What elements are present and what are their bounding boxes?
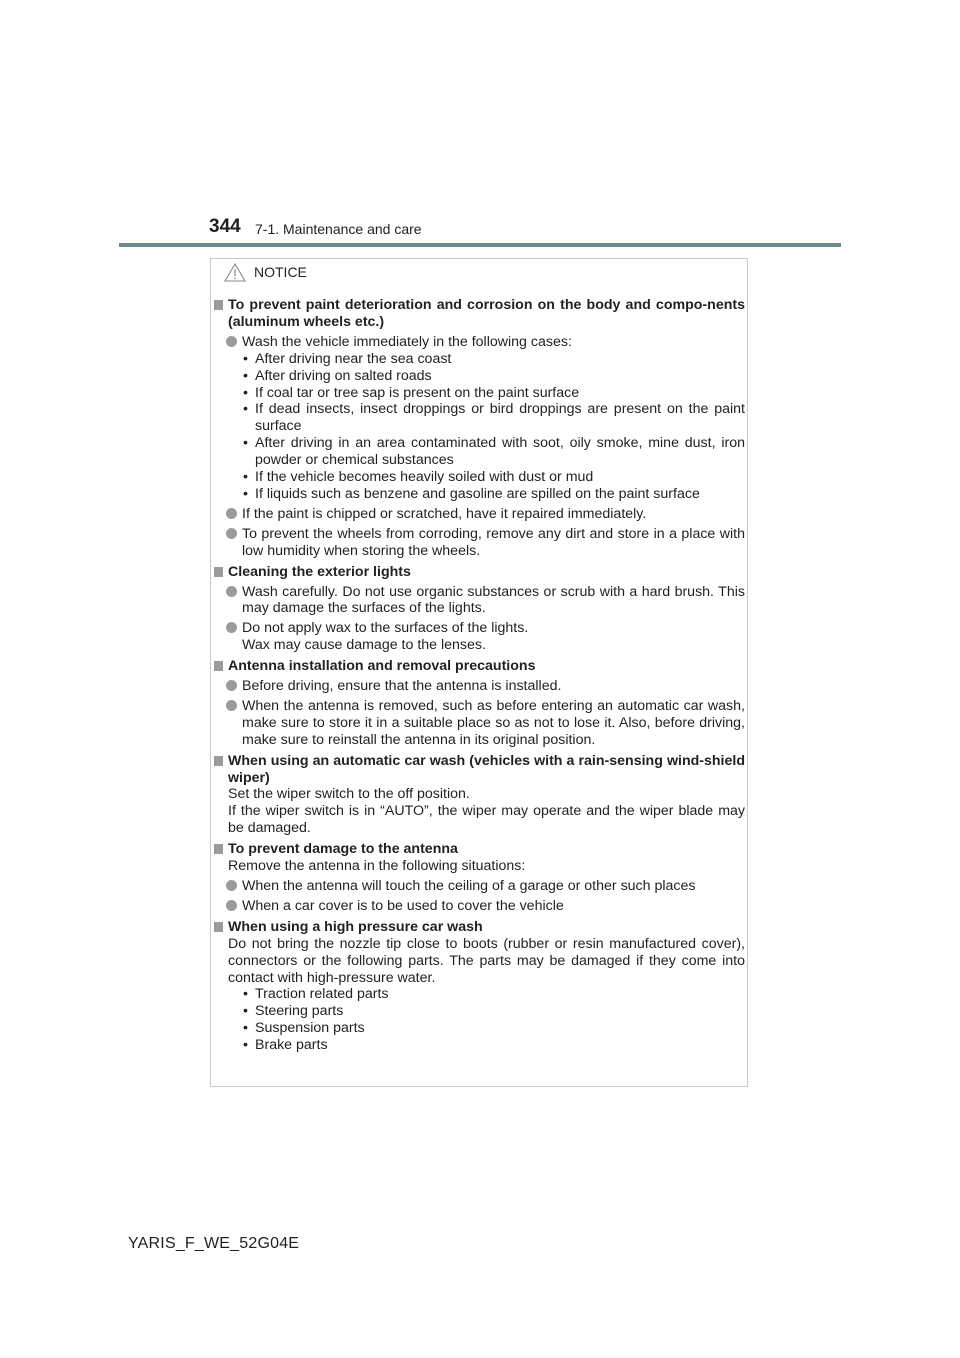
item-text: When the antenna is removed, such as before entering an automatic car wash, make sure to store it in a suitable place so as not to lose it. Also, before driving, make sure to reinstall the antenna in its original position. bbox=[242, 697, 745, 748]
paragraph bbox=[214, 936, 745, 987]
bullet-item bbox=[214, 526, 745, 560]
sub-bullet-item bbox=[214, 469, 745, 486]
section-heading bbox=[214, 753, 745, 787]
section-heading bbox=[214, 658, 745, 675]
section-heading bbox=[214, 841, 745, 858]
dot-bullet-icon: • bbox=[243, 485, 248, 502]
section-heading bbox=[214, 564, 745, 581]
item-text: When a car cover is to be used to cover the vehicle bbox=[242, 897, 564, 914]
dot-bullet-icon: • bbox=[243, 986, 248, 1003]
item-text: Cleaning the exterior lights bbox=[228, 563, 411, 580]
item-text: Traction related parts bbox=[255, 986, 389, 1003]
bullet-item bbox=[214, 334, 745, 351]
item-text: Suspension parts bbox=[255, 1020, 365, 1037]
circle-bullet-icon bbox=[226, 336, 237, 347]
dot-bullet-icon: • bbox=[243, 1020, 248, 1037]
item-text: Steering parts bbox=[255, 1003, 344, 1020]
sub-bullet-item bbox=[214, 385, 745, 402]
item-text: Before driving, ensure that the antenna is installed. bbox=[242, 678, 562, 695]
item-text: Do not bring the nozzle tip close to boots (rubber or resin manufactured cover), connectors or the following parts. The parts may be damaged if they come into contact with high-pressure water. bbox=[228, 935, 745, 986]
sub-bullet-item bbox=[214, 486, 745, 503]
bullet-item bbox=[214, 698, 745, 749]
item-text: To prevent paint deterioration and corrosion on the body and compo-nents (aluminum wheels etc.) bbox=[228, 297, 745, 330]
square-bullet-icon bbox=[214, 844, 223, 854]
item-text: When the antenna will touch the ceiling of a garage or other such places bbox=[242, 878, 696, 894]
bullet-item bbox=[214, 898, 745, 915]
item-text: Wash the vehicle immediately in the following cases: bbox=[242, 333, 572, 350]
bullet-item bbox=[214, 620, 745, 654]
item-text: Brake parts bbox=[255, 1037, 328, 1054]
square-bullet-icon bbox=[214, 300, 223, 310]
item-text: To prevent the wheels from corroding, remove any dirt and store in a place with low humidity when storing the wheels. bbox=[242, 525, 745, 559]
dot-bullet-icon: • bbox=[243, 435, 248, 452]
notice-label: NOTICE bbox=[254, 264, 307, 280]
square-bullet-icon bbox=[214, 756, 223, 766]
bullet-item bbox=[214, 678, 745, 695]
circle-bullet-icon bbox=[226, 586, 237, 597]
item-text: Remove the antenna in the following situations: bbox=[228, 858, 526, 875]
paragraph bbox=[214, 858, 745, 875]
paragraph bbox=[214, 786, 745, 837]
sub-bullet-item bbox=[214, 986, 745, 1003]
dot-bullet-icon: • bbox=[243, 367, 248, 384]
item-text: Wash carefully. Do not use organic substances or scrub with a hard brush. This may damage the surfaces of the lights. bbox=[242, 583, 745, 617]
dot-bullet-icon: • bbox=[243, 1037, 248, 1054]
sub-bullet-item bbox=[214, 1020, 745, 1037]
document-code: YARIS_F_WE_52G04E bbox=[128, 1235, 300, 1252]
circle-bullet-icon bbox=[226, 508, 237, 519]
square-bullet-icon bbox=[214, 661, 223, 671]
sub-bullet-item bbox=[214, 351, 745, 368]
item-text: If coal tar or tree sap is present on the paint surface bbox=[255, 384, 580, 401]
item-text: After driving in an area contaminated with soot, oily smoke, mine dust, iron powder or chemical substances bbox=[255, 435, 745, 469]
circle-bullet-icon bbox=[226, 900, 237, 911]
item-text: If the paint is chipped or scratched, have it repaired immediately. bbox=[242, 505, 647, 522]
circle-bullet-icon bbox=[226, 680, 237, 691]
item-text: If dead insects, insect droppings or bird droppings are present on the paint surface bbox=[255, 401, 745, 435]
circle-bullet-icon bbox=[226, 880, 237, 891]
circle-bullet-icon bbox=[226, 528, 237, 539]
dot-bullet-icon: • bbox=[243, 1003, 248, 1020]
sub-bullet-item bbox=[214, 1037, 745, 1054]
item-text: When using an automatic car wash (vehicles with a rain-sensing wind-shield wiper) bbox=[228, 752, 745, 786]
item-text: After driving on salted roads bbox=[255, 367, 432, 384]
item-text: After driving near the sea coast bbox=[255, 350, 452, 367]
bullet-item bbox=[214, 506, 745, 523]
notice-content bbox=[214, 297, 745, 1054]
item-text: Antenna installation and removal precautions bbox=[228, 658, 536, 675]
header-rule bbox=[119, 243, 841, 247]
section-heading bbox=[214, 919, 745, 936]
notice-header bbox=[224, 262, 307, 282]
page-number: 344 bbox=[209, 216, 241, 237]
item-text: Set the wiper switch to the off position. If the wiper switch is in “AUTO”, the wiper may operate and the wiper blade may be damaged. bbox=[228, 786, 745, 837]
sub-bullet-item bbox=[214, 368, 745, 385]
item-text: Do not apply wax to the surfaces of the lights. Wax may cause damage to the lenses. bbox=[242, 620, 529, 654]
bullet-item bbox=[214, 878, 745, 895]
sub-bullet-item bbox=[214, 435, 745, 469]
warning-triangle-icon bbox=[224, 263, 246, 282]
section-title: 7-1. Maintenance and care bbox=[255, 221, 422, 237]
sub-bullet-item bbox=[214, 1003, 745, 1020]
circle-bullet-icon bbox=[226, 700, 237, 711]
item-text: If liquids such as benzene and gasoline are spilled on the paint surface bbox=[255, 485, 700, 502]
bullet-item bbox=[214, 584, 745, 618]
square-bullet-icon bbox=[214, 567, 223, 577]
section-heading bbox=[214, 297, 745, 331]
item-text: To prevent damage to the antenna bbox=[228, 841, 458, 858]
dot-bullet-icon: • bbox=[243, 469, 248, 486]
dot-bullet-icon: • bbox=[243, 384, 248, 401]
item-text: If the vehicle becomes heavily soiled with dust or mud bbox=[255, 469, 594, 486]
dot-bullet-icon: • bbox=[243, 350, 248, 367]
sub-bullet-item bbox=[214, 401, 745, 435]
item-text: When using a high pressure car wash bbox=[228, 918, 483, 935]
square-bullet-icon bbox=[214, 922, 223, 932]
circle-bullet-icon bbox=[226, 622, 237, 633]
dot-bullet-icon: • bbox=[243, 401, 248, 418]
